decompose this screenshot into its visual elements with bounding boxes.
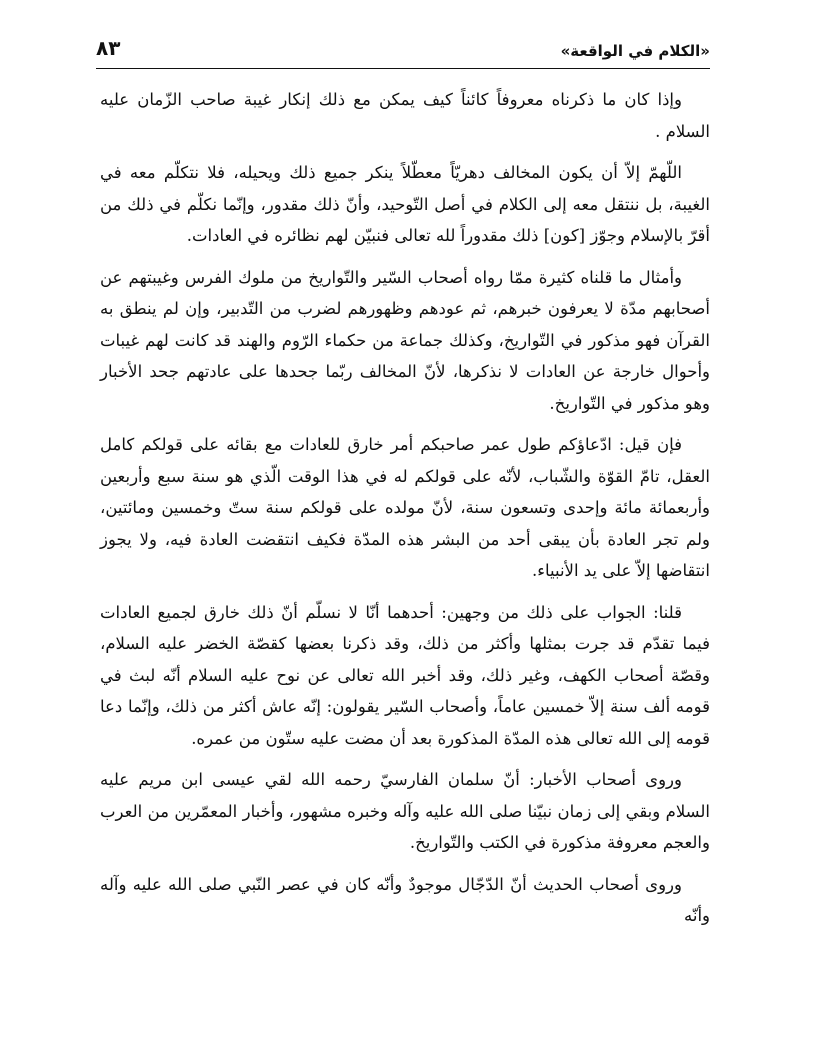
paragraph: فإن قيل: ادّعاؤكم طول عمر صاحبكم أمر خارق للعادات مع بقائه على قولكم كامل العقل، تامّ القوّة والشّباب، لأنّه على قولكم له في هذا الوقت الّذي هو سنة سبع وأربعين وأربعمائة مائة وإحدى وتسعون سنة، لأنّ مولده على قولكم سنة ستّ وخمسين ومائتين، ولم تجر العادة بأن يبقى أحد من البشر هذه المدّة فكيف انتقضت العادة فيه، ولا يجوز انتقاضها إلاّ على يد الأنبياء. (100, 435, 710, 580)
header-rule (96, 68, 710, 69)
paragraph: وأمثال ما قلناه كثيرة ممّا رواه أصحاب السّير والتّواريخ من ملوك الفرس وغيبتهم عن أصحابهم مدّة لا يعرفون خبرهم، ثم عودهم وظهورهم لضرب من التّدبير، وإن لم ينطق به القرآن فهو مذكور في التّواريخ، وكذلك جماعة من حكماء الرّوم والهند قد كانت لهم غيبات وأحوال خارجة عن العادات لا نذكرها، لأنّ المخالف ربّما جحدها على عادتهم جحد الأخبار وهو مذكور في التّواريخ. (100, 267, 710, 413)
paragraph: قلنا: الجواب على ذلك من وجهين: أحدهما أنّا لا نسلّم أنّ ذلك خارق لجميع العادات فيما تقدّم قد جرت بمثلها وأكثر من ذلك، وقد ذكرنا بعضها كقصّة الخضر عليه السلام، وقصّة أصحاب الكهف، وغير ذلك، وقد أخبر الله تعالى عن نوح عليه السلام أنّه لبث في قومه ألف سنة إلاّ خمسين عاماً، وأصحاب السّير يقولون: إنّه عاش أكثر من ذلك، وإنّما دعا قومه إلى الله تعالى هذه المدّة المذكورة بعد أن مضت عليه ستّون من عمره. (100, 602, 710, 748)
page-number: ٨٣ (96, 36, 121, 60)
paragraph: وإذا كان ما ذكرناه معروفاً كائناً كيف يمكن مع ذلك إنكار غيبة صاحب الزّمان عليه السلام . (100, 90, 710, 141)
paragraph: اللّهمّ إلاّ أن يكون المخالف دهريّاً معطّلاً ينكر جميع ذلك ويحيله، فلا نتكلّم معه في الغيبة، بل ننتقل معه إلى الكلام في أصل التّوحيد، وأنّ ذلك مقدور، وإنّما نكلّم في ذلك من أقرّ بالإسلام وجوّز [كون] ذلك مقدوراً لله تعالى فنبيّن لهم نظائره في العادات. (100, 163, 710, 245)
page-header (96, 34, 710, 68)
running-title: «الكلام في الواقعة» (560, 42, 710, 60)
body-text (100, 84, 710, 942)
paragraph: وروى أصحاب الحديث أنّ الدّجّال موجودٌ وأنّه كان في عصر النّبي صلى الله عليه وآله وأنّه (100, 874, 710, 925)
paragraph: وروى أصحاب الأخبار: أنّ سلمان الفارسيّ رحمه الله لقي عيسى ابن مريم عليه السلام وبقي إلى زمان نبيّنا صلى الله عليه وآله وخبره مشهور، وأخبار المعمّرين من العرب والعجم معروفة مذكورة في الكتب والتّواريخ. (100, 770, 710, 852)
